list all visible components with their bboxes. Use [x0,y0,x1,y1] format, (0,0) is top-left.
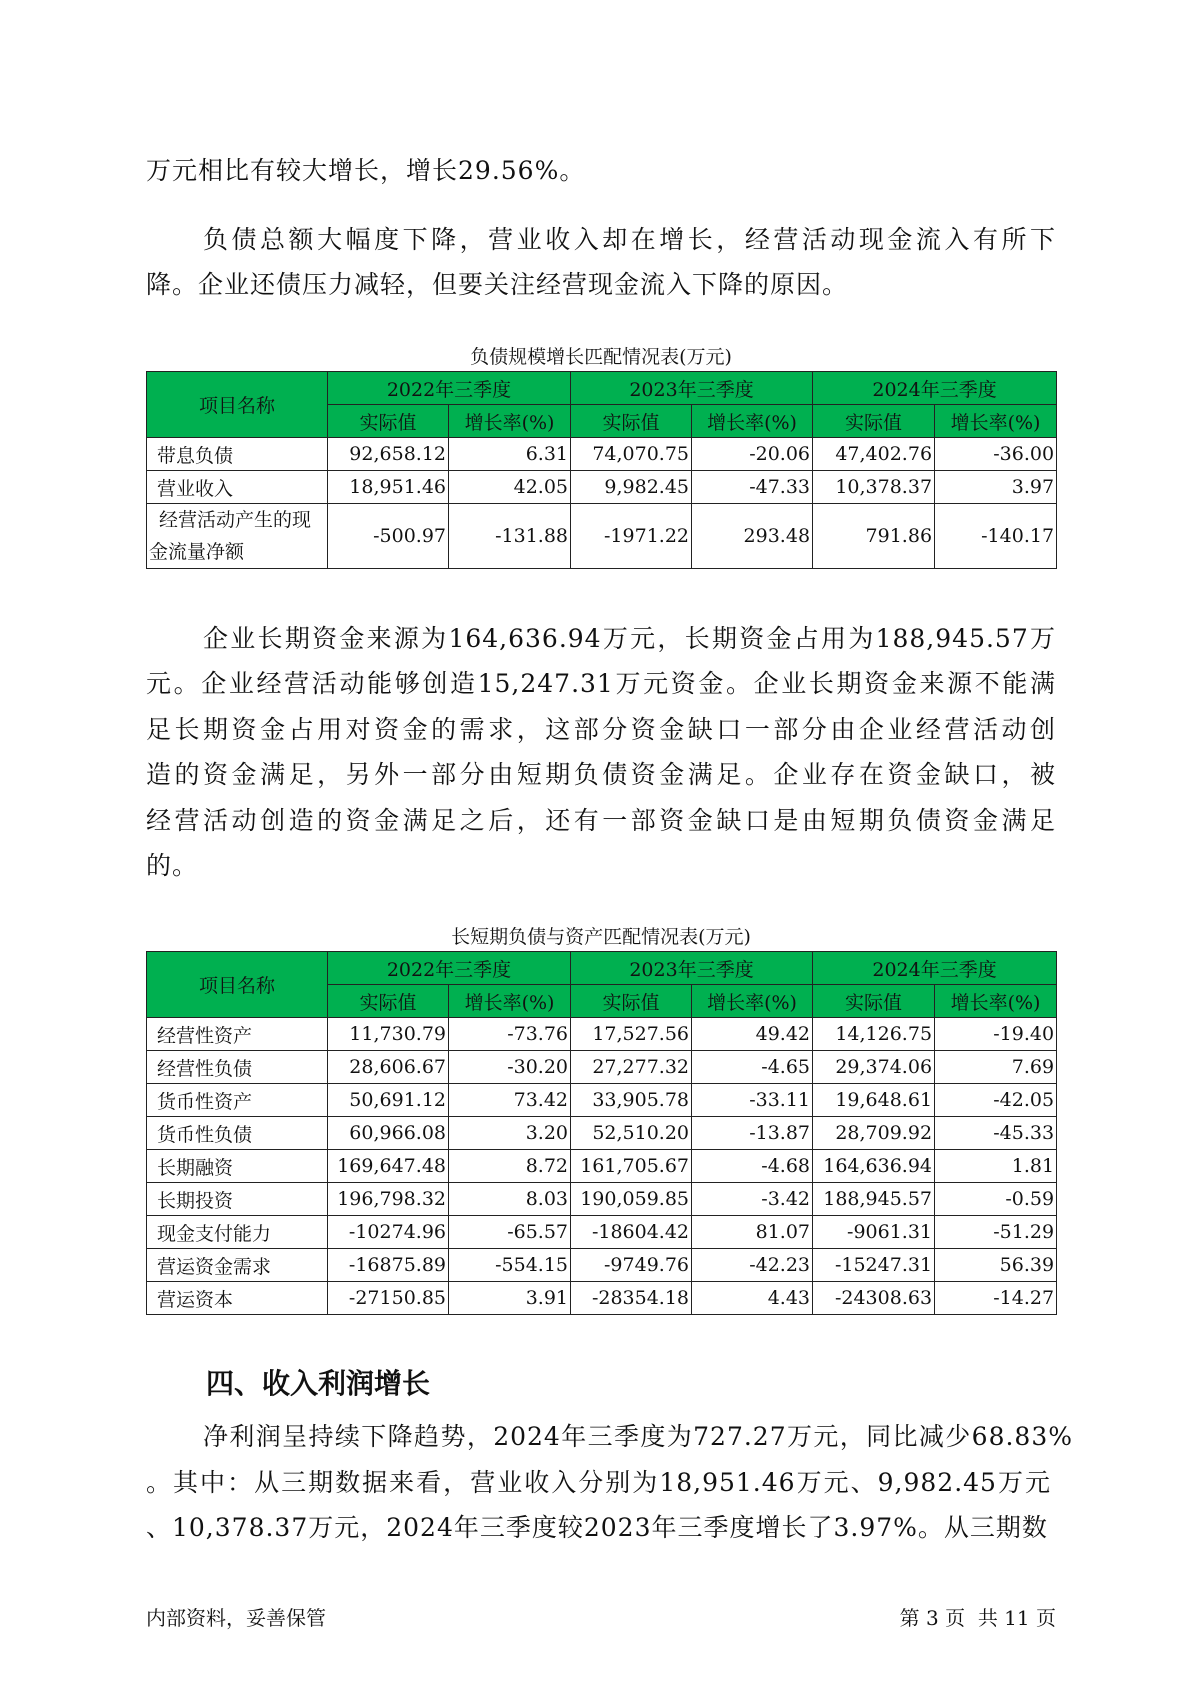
actual-value-cell: 17,527.56 [571,1018,692,1051]
row-name: 货币性资产 [147,1084,328,1117]
growth-rate-cell: 4.43 [692,1282,813,1315]
actual-value-cell: -27150.85 [328,1282,449,1315]
footer-page-number: 第 3 页 共 11 页 [899,1606,1056,1630]
paragraph-line: 。其中：从三期数据来看，营业收入分别为18,951.46万元、9,982.45万元 [146,1468,1051,1497]
actual-value-cell: 18,951.46 [328,471,449,504]
growth-rate-cell: -14.27 [935,1282,1057,1315]
growth-rate-cell: -140.17 [935,504,1057,569]
table-row [147,1249,1057,1282]
actual-value-cell: -9749.76 [571,1249,692,1282]
growth-rate-cell: -47.33 [692,471,813,504]
growth-rate-cell: -36.00 [935,438,1057,471]
growth-rate-cell: -4.65 [692,1051,813,1084]
actual-value-cell: -15247.31 [813,1249,935,1282]
row-name: 营业收入 [147,471,328,504]
growth-rate-cell: 73.42 [449,1084,571,1117]
footer-confidential: 内部资料，妥善保管 [146,1606,326,1630]
paragraph-line: 的。 [146,851,199,880]
actual-value-cell: -500.97 [328,504,449,569]
growth-rate-cell: 8.72 [449,1150,571,1183]
row-name: 经营性资产 [147,1018,328,1051]
actual-value-cell: 10,378.37 [813,471,935,504]
growth-rate-cell: -30.20 [449,1051,571,1084]
paragraph-line: 降。企业还债压力减轻，但要关注经营现金流入下降的原因。 [146,270,849,299]
growth-rate-cell: -20.06 [692,438,813,471]
table-row [147,1018,1057,1051]
row-name: 营运资金需求 [147,1249,328,1282]
paragraph-line: 万元相比有较大增长，增长29.56%。 [146,156,586,185]
header-growth: 增长率(%) [935,985,1057,1018]
growth-rate-cell: 7.69 [935,1051,1057,1084]
actual-value-cell: 29,374.06 [813,1051,935,1084]
header-growth: 增长率(%) [449,405,571,438]
header-actual: 实际值 [571,405,692,438]
paragraph-line: 、10,378.37万元，2024年三季度较2023年三季度增长了3.97%。从三期数 [146,1513,1048,1542]
growth-rate-cell: 3.91 [449,1282,571,1315]
table-row [147,438,1057,471]
table-caption: 负债规模增长匹配情况表(万元) [470,346,732,368]
actual-value-cell: 33,905.78 [571,1084,692,1117]
growth-rate-cell: 3.97 [935,471,1057,504]
row-name: 长期融资 [147,1150,328,1183]
growth-rate-cell: -19.40 [935,1018,1057,1051]
table-row [147,1150,1057,1183]
growth-rate-cell: 6.31 [449,438,571,471]
row-name: 经营活动产生的现金流量净额 [147,504,328,569]
actual-value-cell: 47,402.76 [813,438,935,471]
paragraph-line: 元。企业经营活动能够创造15,247.31万元资金。企业长期资金来源不能满 [146,669,1056,698]
growth-rate-cell: -45.33 [935,1117,1057,1150]
actual-value-cell: 164,636.94 [813,1150,935,1183]
table-row [147,1216,1057,1249]
growth-rate-cell: 56.39 [935,1249,1057,1282]
header-period: 2022年三季度 [328,952,571,985]
actual-value-cell: 52,510.20 [571,1117,692,1150]
growth-rate-cell: -4.68 [692,1150,813,1183]
growth-rate-cell: -42.05 [935,1084,1057,1117]
growth-rate-cell: 42.05 [449,471,571,504]
actual-value-cell: 74,070.75 [571,438,692,471]
debt-scale-table [146,371,1057,569]
actual-value-cell: 791.86 [813,504,935,569]
growth-rate-cell: -0.59 [935,1183,1057,1216]
row-name: 长期投资 [147,1183,328,1216]
table-caption: 长短期负债与资产匹配情况表(万元) [451,926,751,948]
paragraph-line: 造的资金满足，另外一部分由短期负债资金满足。企业存在资金缺口，被 [146,760,1056,789]
row-name: 营运资本 [147,1282,328,1315]
actual-value-cell: 60,966.08 [328,1117,449,1150]
header-actual: 实际值 [328,405,449,438]
header-actual: 实际值 [571,985,692,1018]
header-period: 2024年三季度 [813,372,1057,405]
paragraph-line: 经营活动创造的资金满足之后，还有一部资金缺口是由短期负债资金满足 [146,806,1056,835]
growth-rate-cell: 1.81 [935,1150,1057,1183]
actual-value-cell: -16875.89 [328,1249,449,1282]
actual-value-cell: 92,658.12 [328,438,449,471]
table-row [147,1051,1057,1084]
growth-rate-cell: -13.87 [692,1117,813,1150]
header-item-name: 项目名称 [147,952,328,1018]
actual-value-cell: 19,648.61 [813,1084,935,1117]
header-period: 2023年三季度 [571,952,813,985]
actual-value-cell: 161,705.67 [571,1150,692,1183]
actual-value-cell: -24308.63 [813,1282,935,1315]
actual-value-cell: -28354.18 [571,1282,692,1315]
liability-asset-table [146,951,1057,1315]
growth-rate-cell: -51.29 [935,1216,1057,1249]
growth-rate-cell: -3.42 [692,1183,813,1216]
growth-rate-cell: -131.88 [449,504,571,569]
table-row [147,1282,1057,1315]
paragraph-line: 企业长期资金来源为164,636.94万元，长期资金占用为188,945.57万 [203,624,1056,653]
row-name: 带息负债 [147,438,328,471]
actual-value-cell: -10274.96 [328,1216,449,1249]
growth-rate-cell: -42.23 [692,1249,813,1282]
header-actual: 实际值 [813,405,935,438]
header-growth: 增长率(%) [692,405,813,438]
actual-value-cell: 169,647.48 [328,1150,449,1183]
table-row [147,1084,1057,1117]
table-row [147,1117,1057,1150]
header-period: 2023年三季度 [571,372,813,405]
actual-value-cell: 9,982.45 [571,471,692,504]
header-actual: 实际值 [328,985,449,1018]
actual-value-cell: 14,126.75 [813,1018,935,1051]
header-period: 2024年三季度 [813,952,1057,985]
growth-rate-cell: -33.11 [692,1084,813,1117]
growth-rate-cell: 49.42 [692,1018,813,1051]
growth-rate-cell: 293.48 [692,504,813,569]
table-row [147,471,1057,504]
header-period: 2022年三季度 [328,372,571,405]
actual-value-cell: -9061.31 [813,1216,935,1249]
growth-rate-cell: 8.03 [449,1183,571,1216]
growth-rate-cell: 3.20 [449,1117,571,1150]
header-growth: 增长率(%) [449,985,571,1018]
actual-value-cell: 28,709.92 [813,1117,935,1150]
paragraph-line: 负债总额大幅度下降，营业收入却在增长，经营活动现金流入有所下 [203,225,1056,254]
actual-value-cell: -18604.42 [571,1216,692,1249]
actual-value-cell: 11,730.79 [328,1018,449,1051]
actual-value-cell: -1971.22 [571,504,692,569]
header-growth: 增长率(%) [692,985,813,1018]
section-heading: 四、收入利润增长 [206,1367,431,1400]
actual-value-cell: 196,798.32 [328,1183,449,1216]
header-item-name: 项目名称 [147,372,328,438]
growth-rate-cell: -65.57 [449,1216,571,1249]
paragraph-line: 足长期资金占用对资金的需求，这部分资金缺口一部分由企业经营活动创 [146,715,1056,744]
growth-rate-cell: -554.15 [449,1249,571,1282]
growth-rate-cell: -73.76 [449,1018,571,1051]
paragraph-line: 净利润呈持续下降趋势，2024年三季度为727.27万元，同比减少68.83% [203,1422,1073,1451]
table-row [147,504,1057,569]
growth-rate-cell: 81.07 [692,1216,813,1249]
actual-value-cell: 27,277.32 [571,1051,692,1084]
header-actual: 实际值 [813,985,935,1018]
actual-value-cell: 50,691.12 [328,1084,449,1117]
actual-value-cell: 188,945.57 [813,1183,935,1216]
row-name: 货币性负债 [147,1117,328,1150]
header-growth: 增长率(%) [935,405,1057,438]
actual-value-cell: 190,059.85 [571,1183,692,1216]
table-row [147,1183,1057,1216]
actual-value-cell: 28,606.67 [328,1051,449,1084]
row-name: 经营性负债 [147,1051,328,1084]
row-name: 现金支付能力 [147,1216,328,1249]
